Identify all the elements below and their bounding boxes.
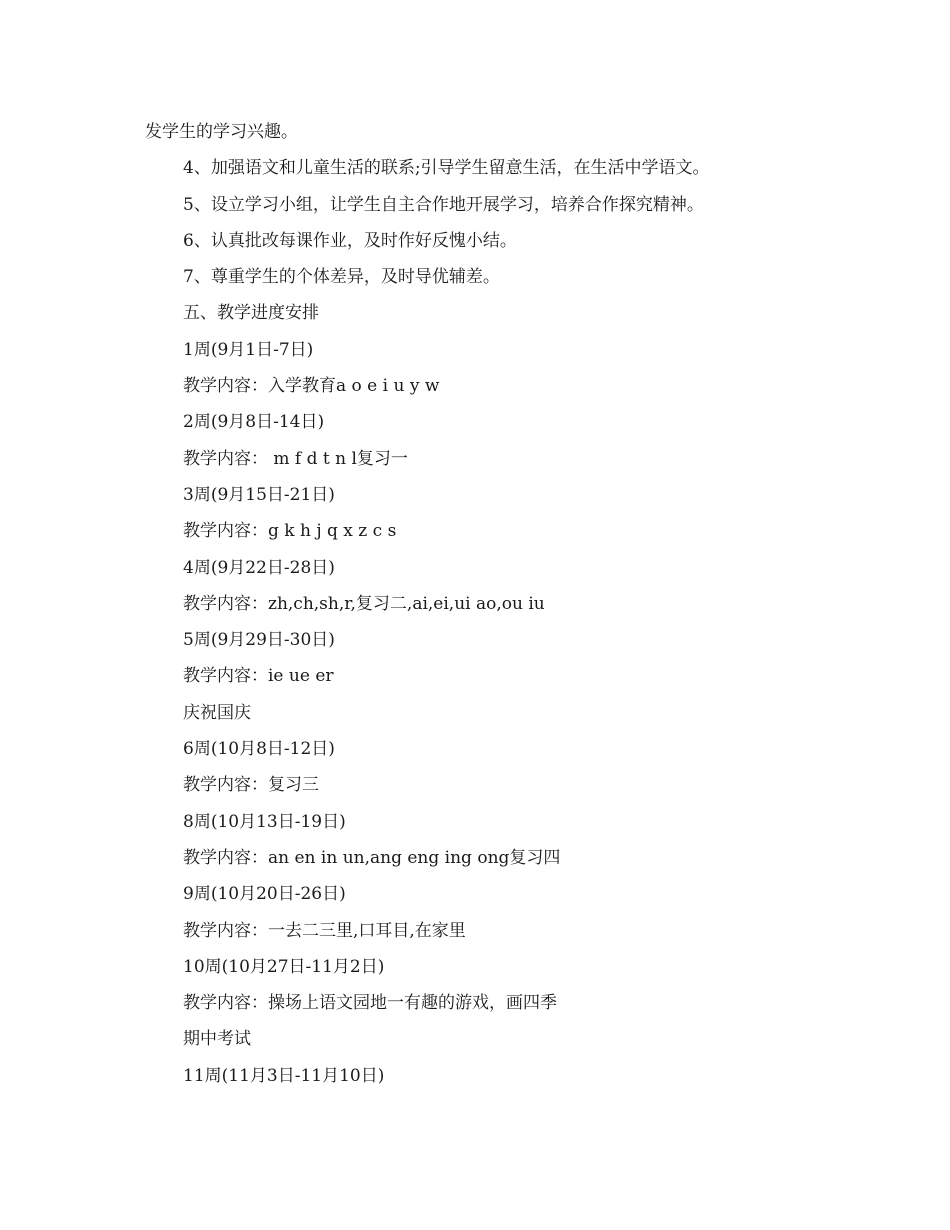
text-line: 期中考试	[183, 1029, 251, 1050]
section-heading: 五、教学进度安排	[183, 303, 319, 324]
content-line: 教学内容：入学教育a o e i u y w	[183, 376, 440, 397]
content-line: 教学内容：操场上语文园地一有趣的游戏，画四季	[183, 993, 557, 1014]
content-line: 教学内容： m f d t n l复习一	[183, 448, 408, 469]
week-line: 11周(11月3日-11月10日)	[183, 1065, 385, 1086]
text-line: 庆祝国庆	[183, 702, 251, 723]
week-line: 9周(10月20日-26日)	[183, 884, 346, 905]
content-line: 教学内容：zh,ch,sh,r,复习二,ai,ei,ui ao,ou iu	[183, 593, 545, 614]
week-line: 10周(10月27日-11月2日)	[183, 956, 385, 977]
week-line: 2周(9月8日-14日)	[183, 412, 325, 433]
text-line: 5、设立学习小组，让学生自主合作地开展学习，培养合作探究精神。	[183, 194, 704, 215]
text-line: 7、尊重学生的个体差异，及时导优辅差。	[183, 267, 500, 288]
content-line: 教学内容：一去二三里,口耳目,在家里	[183, 920, 466, 941]
content-line: 教学内容：ie ue er	[183, 666, 334, 687]
content-line: 教学内容：g k h j q x z c s	[183, 521, 397, 542]
week-line: 5周(9月29日-30日)	[183, 630, 335, 651]
document-body	[0, 114, 950, 1094]
text-line: 6、认真批改每课作业，及时作好反愧小结。	[183, 230, 517, 251]
text-line: 发学生的学习兴趣。	[145, 122, 298, 142]
content-line: 教学内容：复习三	[183, 775, 319, 796]
week-line: 4周(9月22日-28日)	[183, 557, 335, 578]
week-line: 6周(10月8日-12日)	[183, 739, 335, 760]
week-line: 3周(9月15日-21日)	[183, 484, 335, 505]
week-line: 8周(10月13日-19日)	[183, 811, 346, 832]
content-line: 教学内容：an en in un,ang eng ing ong复习四	[183, 847, 561, 868]
text-line: 4、加强语文和儿童生活的联系;引导学生留意生活，在生活中学语文。	[183, 158, 710, 179]
week-line: 1周(9月1日-7日)	[183, 339, 314, 360]
